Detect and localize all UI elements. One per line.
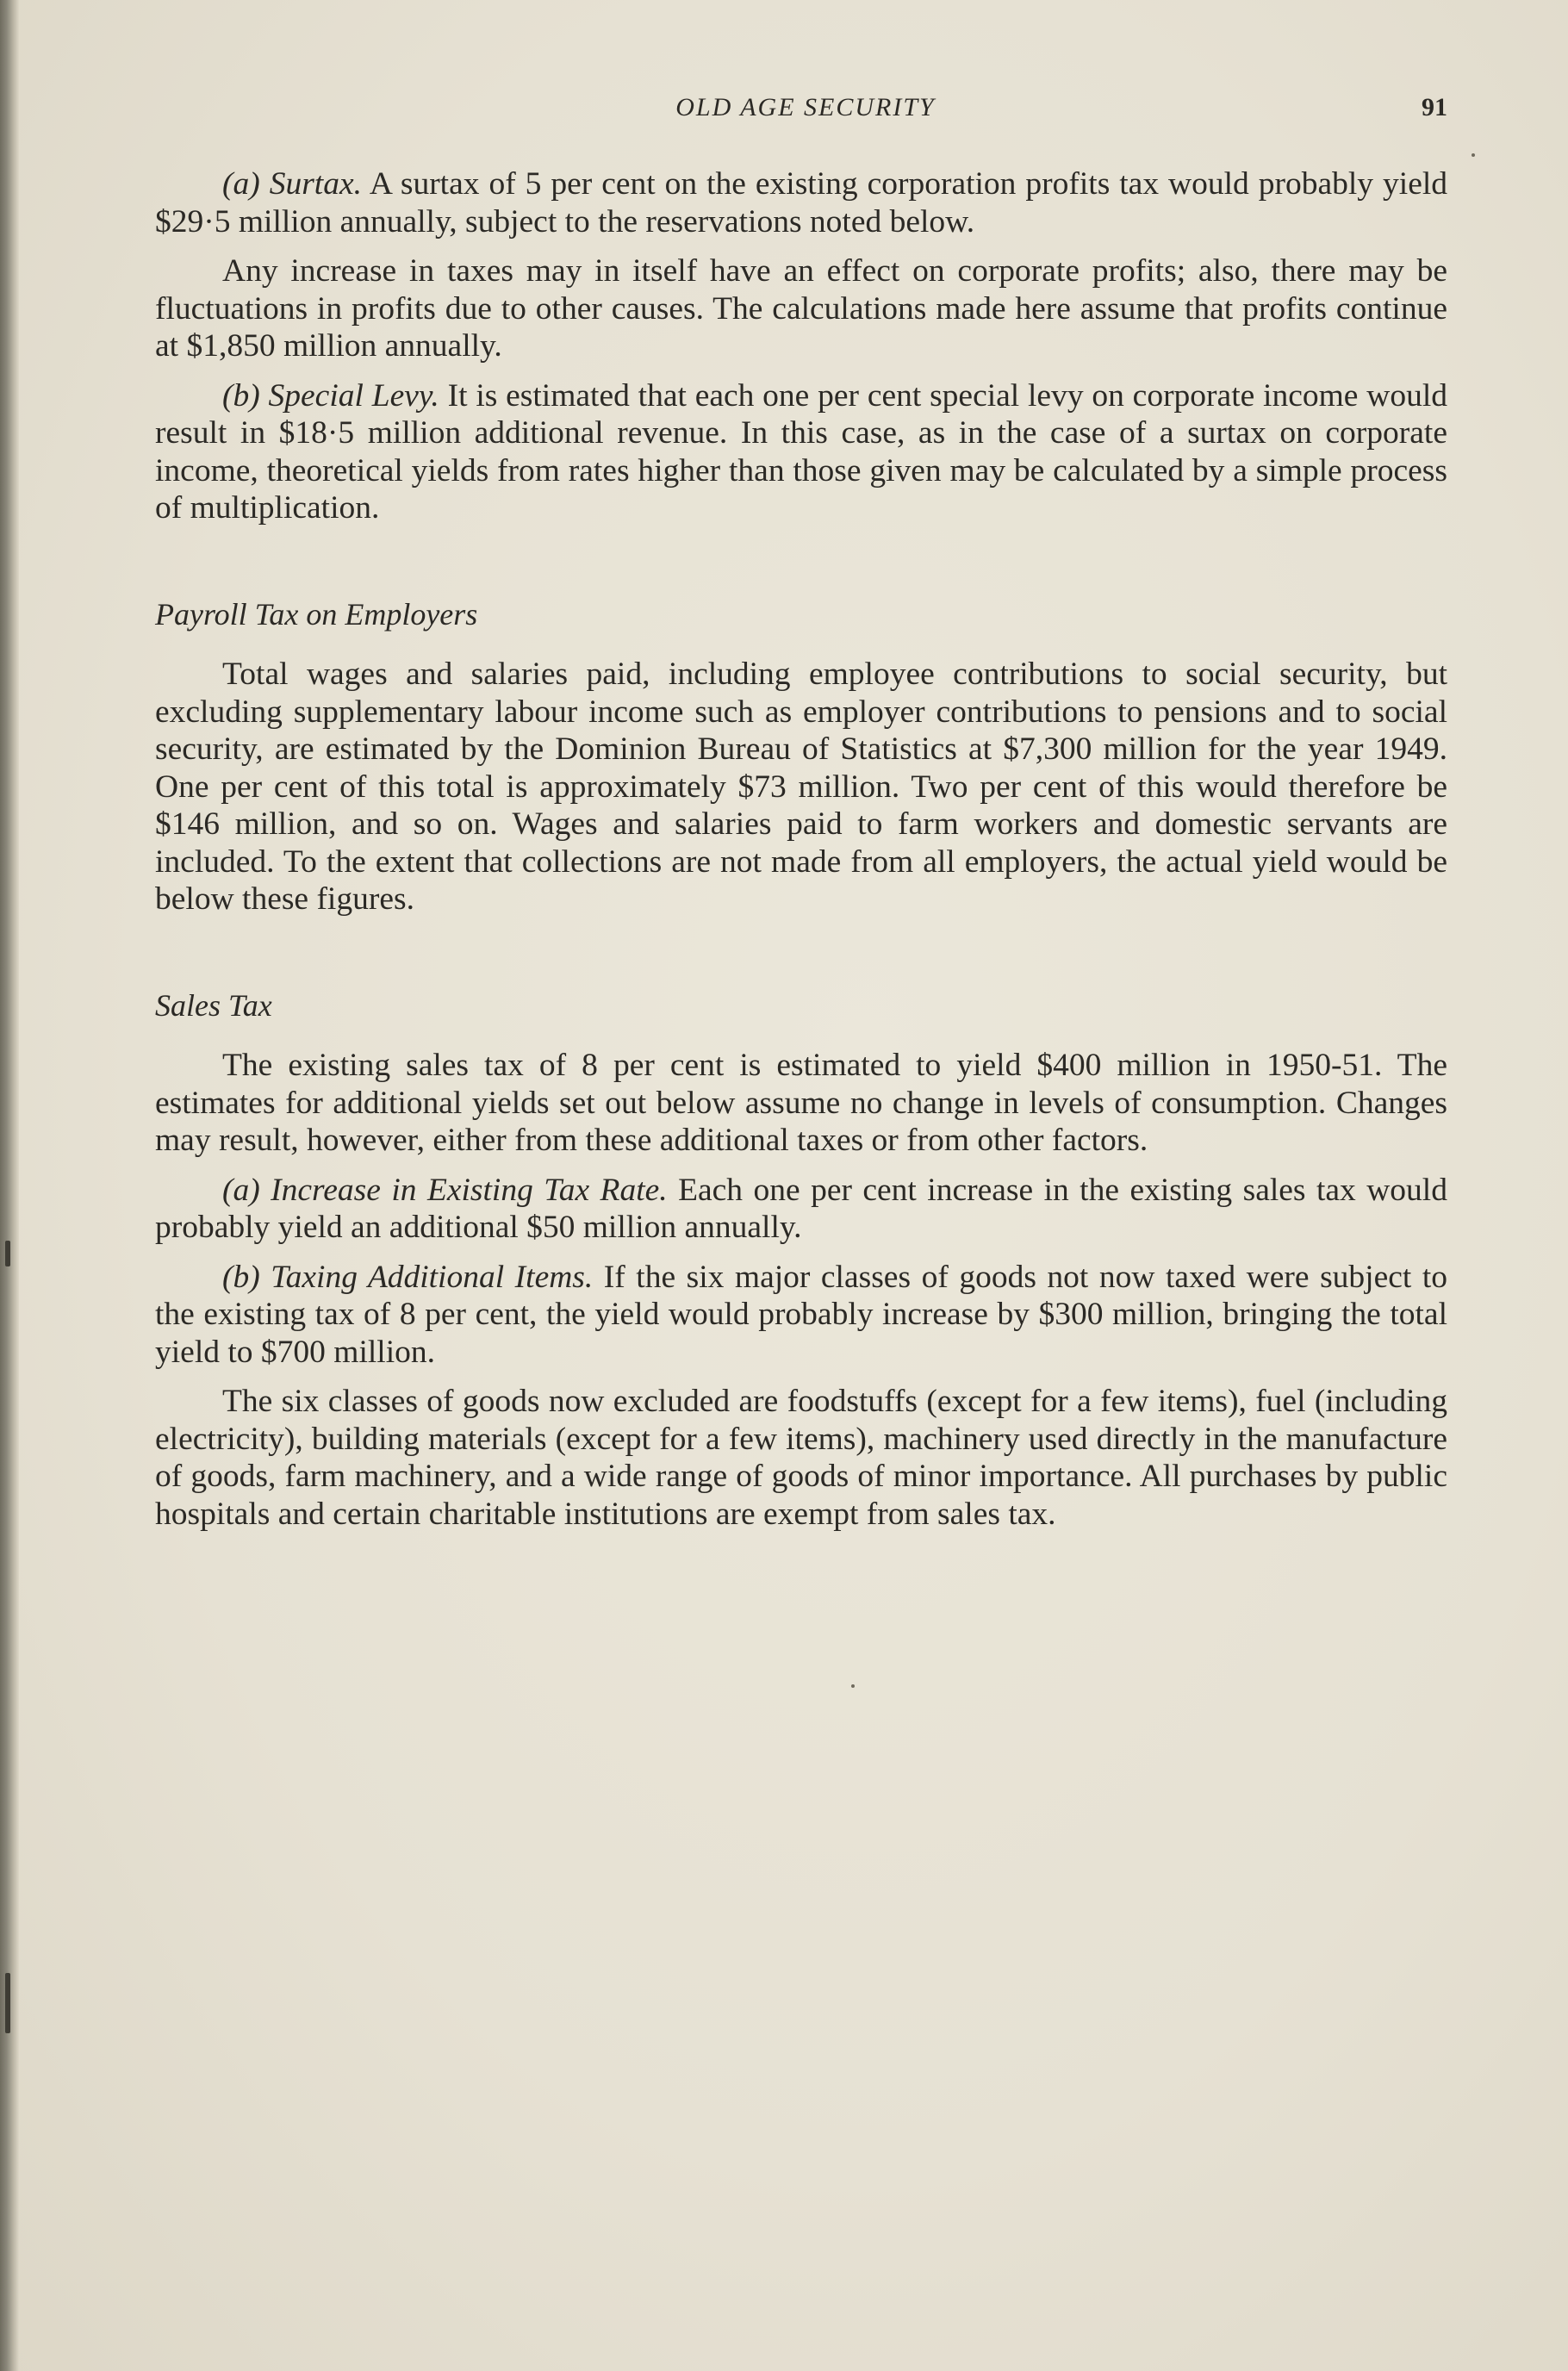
paper-speck xyxy=(851,1684,855,1688)
paragraph-text: A surtax of 5 per cent on the existing corporation profits tax would probably yield $29·5 million annually, subject to the reservations noted below. xyxy=(155,166,1448,240)
binding-mark xyxy=(5,1973,10,2033)
section-heading-sales: Sales Tax xyxy=(155,987,272,1023)
paragraph-payroll: Total wages and salaries paid, including employee contributions to social security, but excluding supplementary labour income such as employer contributions to pensions and to social security, are estimated by the Dominion Bureau of Statistics at $7,300 million for the year 1949. One per cent of this total is approximately $73 million. Two per cent of this would therefore be $146 million, and so on. Wages and salaries paid to farm workers and domestic servants are included. To the extent that collections are not made from all employers, the actual yield would be below these figures. xyxy=(155,657,1447,917)
book-spine-shadow xyxy=(0,0,19,2371)
binding-mark xyxy=(5,1241,10,1266)
paragraph-sales-classes: The six classes of goods now excluded are foodstuffs (except for a few items), fuel (including electricity), building materials (except for a few items), machinery used directly in the manufacture of goods, farm machinery, and a wide range of goods of minor importance. All purchases by public hospitals and certain charitable institutions are exempt from sales tax. xyxy=(155,1384,1447,1532)
paragraph-special-levy xyxy=(155,377,1447,527)
paragraph-sales-intro: The existing sales tax of 8 per cent is estimated to yield $400 million in 1950-51. The estimates for additional yields set out below assume no change in levels of consumption. Changes may result, however, either from these additional taxes or from other factors. xyxy=(155,1048,1447,1158)
paragraph-label: (b) Special Levy. xyxy=(222,377,439,414)
page-body xyxy=(155,165,1447,1533)
page-number: 91 xyxy=(1422,93,1447,121)
paragraph-text: If the six major classes of goods not now taxed were subject to the existing tax of 8 per cent, the yield would probably increase by $300 million, bringing the total yield to $700 million. xyxy=(155,1259,1447,1370)
paragraph-label: (a) Surtax. xyxy=(222,166,362,202)
paragraph-text: Each one per cent increase in the existing sales tax would probably yield an additional $50 million annually. xyxy=(155,1172,1447,1245)
paragraph-text: It is estimated that each one per cent special levy on corporate income would result in $18·5 million additional revenue. In this case, as in the case of a surtax on corporate income, theoretical yields from rates higher than those given may be calculated by a simple process of multiplication. xyxy=(155,377,1447,526)
page-header xyxy=(164,93,1447,136)
section-heading-payroll: Payroll Tax on Employers xyxy=(155,596,478,632)
paragraph-label: (a) Increase in Existing Tax Rate. xyxy=(222,1172,668,1208)
paragraph-surtax xyxy=(155,165,1447,240)
paragraph-label: (b) Taxing Additional Items. xyxy=(222,1259,594,1295)
running-title: OLD AGE SECURITY xyxy=(675,93,936,121)
paragraph-sales-additional xyxy=(155,1259,1447,1372)
paragraph-increase: Any increase in taxes may in itself have an effect on corporate profits; also, there may be fluctuations in profits due to other causes. The calculations made here assume that profits continue at $1,850 million annually. xyxy=(155,253,1447,364)
paragraph-sales-increase xyxy=(155,1172,1447,1247)
paper-speck xyxy=(1472,153,1475,157)
